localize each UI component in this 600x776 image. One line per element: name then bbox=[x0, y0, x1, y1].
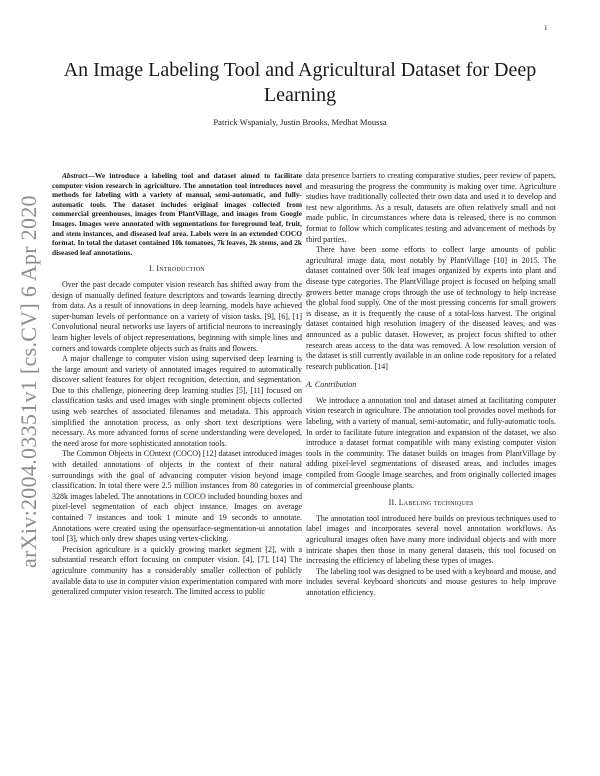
author-list: Patrick Wspanialy, Justin Brooks, Medhat Moussa bbox=[213, 117, 387, 127]
intro-paragraph: A major challenge to computer vision using supervised deep learning is the large amount and variety of annotated images required to automatically discover salient features for object recognition, detection, and segmentation. Due to this challenge, pioneering deep learning studies [5], [11] focused on classification tasks and used images with single prominent objects collected using web searches of associated filenames and metadata. This approach simplified the annotation process, as only short text descriptions were necessary. As more advanced forms of scene understanding were developed, the need arose for more sophisticated annotation tools. bbox=[52, 354, 302, 448]
left-column bbox=[52, 171, 302, 598]
body-paragraph: There have been some efforts to collect large amounts of public agricultural image data, most notably by PlantVillage [10] in 2015. The dataset contained over 50k leaf images organized by experts into plant and disease type categories. The PlantVillage project is focused on helping small growers better manage crops through the use of technology to help increase the global food supply. One of the most pressing concerns for small growers is disease, as it is frequently the cause of a total-loss harvest. The original dataset contained high resolution imagery of the diseased leaves, and was announced as a public dataset. However, as project focus shifted to other research areas access to the data was removed. A low resolution version of the dataset is still currently available in an online code repository for a related research publication. [14] bbox=[306, 245, 556, 371]
abstract bbox=[52, 171, 302, 257]
section-heading-labeling-techniques: II. Labeling techniques bbox=[388, 498, 474, 508]
page-number: 1 bbox=[544, 24, 548, 32]
intro-paragraph: Precision agriculture is a quickly growing market segment [2], with a substantial research effort focusing on computer vision. [4], [7], [14] The agriculture community has a considerably smaller collection of publicly available data to use in computer vision experimentation compared with more generalized computer vision research. The limited access to public bbox=[52, 544, 302, 597]
section-heading-introduction: I. Introduction bbox=[149, 264, 205, 274]
body-paragraph: data presence barriers to creating comparative studies, peer review of papers, and measuring the progress the community is making over time. Agriculture studies have traditionally collected their own data and used it to develop and test new algorithms. As a result, datasets are often relatively small and not made public. In circumstances where data is released, there is no common format to follow which complicates testing and advancement of methods by third parties. bbox=[306, 171, 556, 244]
paper-title: An Image Labeling Tool and Agricultural Dataset for Deep Learning bbox=[63, 59, 537, 106]
abstract-text: —We introduce a labeling tool and dataset aimed to facilitate computer vision research in agriculture. The annotation tool introduces novel methods for labeling with a variety of manual, semi-automatic, and fully-automatic tools. The dataset includes original images collected from commercial greenhouses, images from PlantVillage, and images from Google Images. Images were annotated with segmentations for foreground leaf, fruit, and stem instances, and diseased leaf area. Labels were in an extended COCO format. In total the dataset contained 10k tomatoes, 7k leaves, 2k stems, and 2k diseased leaf annotations. bbox=[52, 171, 302, 257]
abstract-label: Abstract bbox=[62, 171, 88, 180]
contribution-paragraph: We introduce a annotation tool and dataset aimed at facilitating computer vision research in agriculture. The annotation tool provides novel methods for labeling, with a variety of manual, semi-automatic, and fully-automatic tools. In order to facilitate future integration and expansion of the dataset, we also introduce a dataset format compatible with many existing computer vision tools in the community. The dataset builds on images from PlantVillage by adding pixel-level segmentations of diseased areas, and includes images compiled from Google Image searches, and from originally collected images of commercial greenhouse plants. bbox=[306, 395, 556, 490]
arxiv-identifier: arXiv:2004.03351v1 [cs.CV] 6 Apr 2020 bbox=[16, 195, 41, 568]
labeling-paragraph: The annotation tool introduced here builds on previous techniques used to label images and incorporates several novel annotation workflows. As agricultural images often have many more individual objects and with more intricate shapes then those in many general datasets, this tool focused on increasing the efficiency of labeling these types of images. bbox=[306, 513, 556, 566]
intro-paragraph: The Common Objects in COntext (COCO) [12] dataset introduced images with detailed annotations of objects in the context of their natural surroundings with the goal of advancing computer vision beyond image classification. In total there were 2.5 million instances from 80 categories in 328k images labeled. The annotations in COCO included bounding boxes and pixel-level segmentation of each object instance. Images on average contained 7 instances and took 1 minute and 19 seconds to annotate. Annotations were created using the opensurface-segmentation-ui annotation tool [3], which only drew shapes using vertex-clicking. bbox=[52, 449, 302, 544]
right-column bbox=[306, 171, 556, 599]
labeling-paragraph: The labeling tool was designed to be used with a keyboard and mouse, and includes several keyboard shortcuts and mouse gestures to help improve annotation efficiency. bbox=[306, 566, 556, 597]
intro-paragraph: Over the past decade computer vision research has shifted away from the design of manually defined feature descriptors and towards learning directly from data. As a result of innovations in deep learning, models have achieved super-human levels of performance on a variety of vision tasks. [9], [6], [1] Convolutional neural networks use layers of artificial neurons to increasingly learn higher levels of object representations, beginning with simple lines and corners and towards complete objects such as fruits and flowers. bbox=[52, 279, 302, 353]
subsection-heading-contribution: A. Contribution bbox=[306, 380, 357, 390]
